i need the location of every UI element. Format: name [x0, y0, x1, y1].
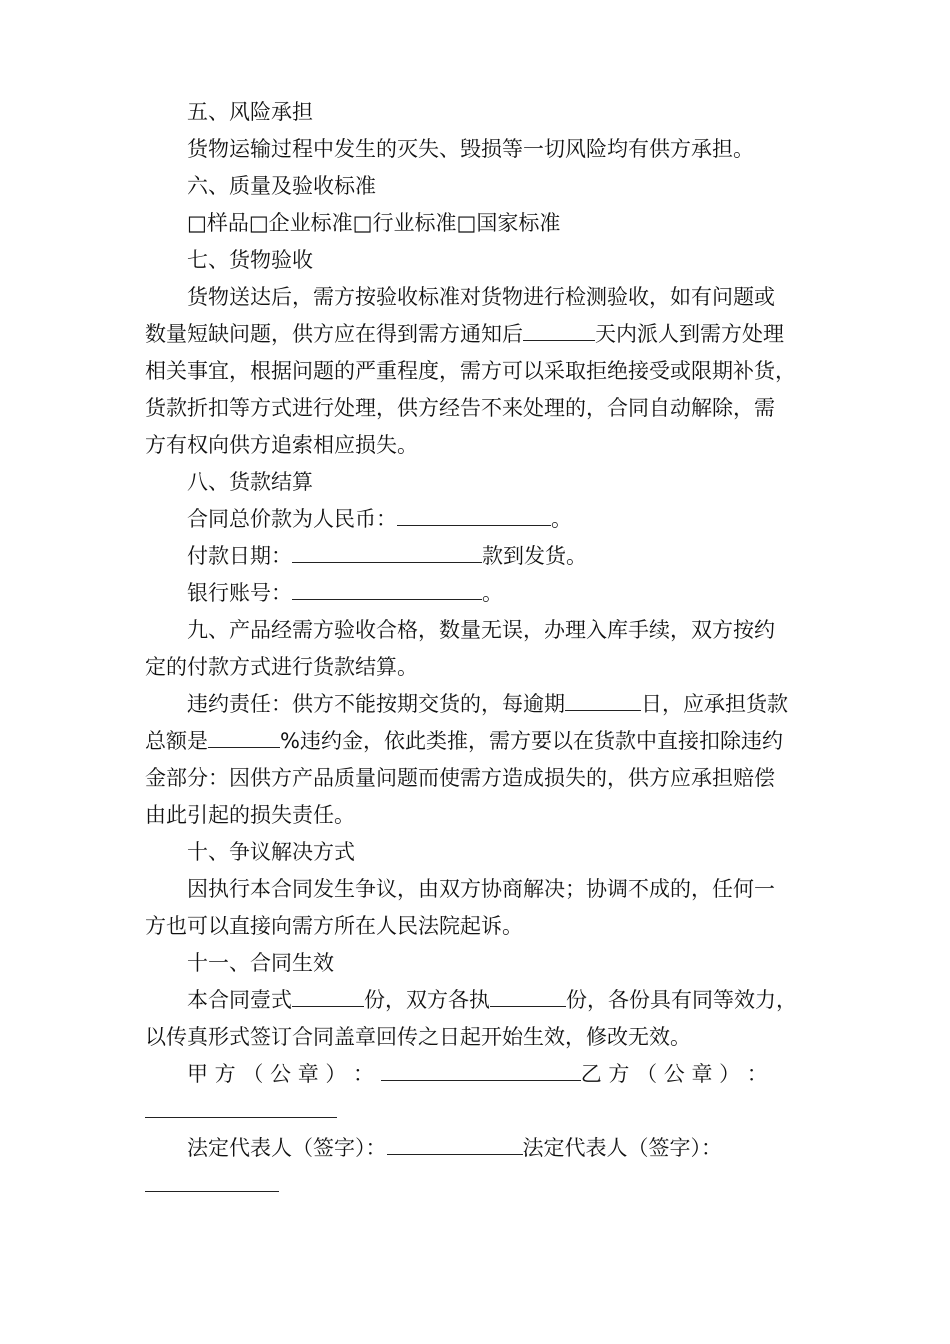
section-heading-effect: 十一、合同生效	[187, 951, 334, 975]
liability-line	[145, 726, 815, 756]
liability-line: 金部分：因供方产品质量问题而使需方造成损失的，供方应承担赔偿	[145, 766, 775, 790]
paragraph-acceptance-line: 货款折扣等方式进行处理，供方经告不来处理的，合同自动解除，需	[145, 396, 775, 420]
liability-line: 由此引起的损失责任。	[145, 803, 355, 827]
text-segment: 银行账号：	[187, 581, 292, 605]
section-heading-quality: 六、质量及验收标准	[187, 174, 376, 198]
text-segment: 本合同壹式	[187, 988, 292, 1012]
text-segment: 。	[482, 581, 503, 605]
fill-blank-copies-total[interactable]	[292, 986, 364, 1007]
text-segment: 。	[551, 507, 572, 531]
fill-blank-overdue-days[interactable]	[565, 690, 641, 711]
text-segment: 款到发货。	[482, 544, 587, 568]
fill-blank-total-price[interactable]	[397, 505, 551, 526]
paragraph-acceptance-line	[145, 319, 815, 349]
fill-blank-party-b-legal-rep[interactable]	[145, 1171, 279, 1192]
fill-blank-days[interactable]	[523, 320, 595, 341]
paragraph-effect: 以传真形式签订合同盖章回传之日起开始生效，修改无效。	[145, 1025, 691, 1049]
section-heading-settlement: 九、产品经需方验收合格，数量无误，办理入库手续，双方按约	[187, 618, 775, 642]
paragraph-acceptance-line: 方有权向供方追索相应损失。	[145, 433, 418, 457]
text-segment: 付款日期：	[187, 544, 292, 568]
fill-blank-penalty-percent[interactable]	[208, 727, 280, 748]
fill-blank-payment-date[interactable]	[292, 542, 482, 563]
paragraph-dispute: 方也可以直接向需方所在人民法院起诉。	[145, 914, 523, 938]
party-b-seal-line	[145, 1096, 815, 1126]
text-segment: 天内派人到需方处理	[595, 322, 784, 346]
text-segment: 日，应承担货款	[641, 692, 788, 716]
bank-account-line	[187, 578, 815, 608]
party-a-seal-label: 甲 方 （ 公 章 ） ：	[187, 1062, 375, 1086]
section-heading-payment: 八、货款结算	[187, 470, 313, 494]
paragraph-settlement: 定的付款方式进行货款结算。	[145, 655, 418, 679]
party-b-legal-rep-label: 法定代表人（签字）：	[522, 1136, 722, 1160]
text-segment: 份，各份具有同等效力，	[566, 988, 797, 1012]
section-heading-acceptance: 七、货物验收	[187, 248, 313, 272]
party-a-legal-rep-label: 法定代表人（签字）：	[187, 1136, 387, 1160]
paragraph-acceptance-line: 货物送达后，需方按验收标准对货物进行检测验收，如有问题或	[187, 285, 775, 309]
paragraph-risk: 货物运输过程中发生的灭失、毁损等一切风险均有供方承担。	[187, 137, 754, 161]
text-segment: 数量短缺问题，供方应在得到需方通知后	[145, 322, 523, 346]
copies-line	[187, 985, 815, 1015]
party-b-seal-label: 乙 方 （ 公 章 ） ：	[580, 1062, 768, 1086]
text-segment: 违约责任：供方不能按期交货的，每逾期	[187, 692, 565, 716]
fill-blank-bank-account[interactable]	[292, 579, 482, 600]
text-segment: 总额是	[145, 729, 208, 753]
fill-blank-party-b-seal[interactable]	[145, 1097, 337, 1118]
fill-blank-copies-each[interactable]	[490, 986, 566, 1007]
text-segment: %违约金，依此类推，需方要以在货款中直接扣除违约	[280, 729, 783, 753]
party-b-legal-rep-line	[145, 1170, 815, 1200]
fill-blank-party-a-legal-rep[interactable]	[387, 1134, 523, 1155]
fill-blank-party-a-seal[interactable]	[381, 1060, 581, 1081]
payment-date-line	[187, 541, 815, 571]
text-segment: 份，双方各执	[364, 988, 490, 1012]
paragraph-dispute: 因执行本合同发生争议，由双方协商解决；协调不成的，任何一	[187, 877, 775, 901]
party-a-seal-line	[187, 1059, 815, 1089]
text-segment: 合同总价款为人民币：	[187, 507, 397, 531]
total-price-line	[187, 504, 815, 534]
legal-rep-signature-line	[187, 1133, 815, 1163]
paragraph-acceptance-line: 相关事宜，根据问题的严重程度，需方可以采取拒绝接受或限期补货，	[145, 359, 796, 383]
liability-line	[187, 689, 815, 719]
quality-standard-options: □样品□企业标准□行业标准□国家标准	[187, 211, 561, 235]
section-heading-dispute: 十、争议解决方式	[187, 840, 355, 864]
section-heading-risk: 五、风险承担	[187, 100, 313, 124]
